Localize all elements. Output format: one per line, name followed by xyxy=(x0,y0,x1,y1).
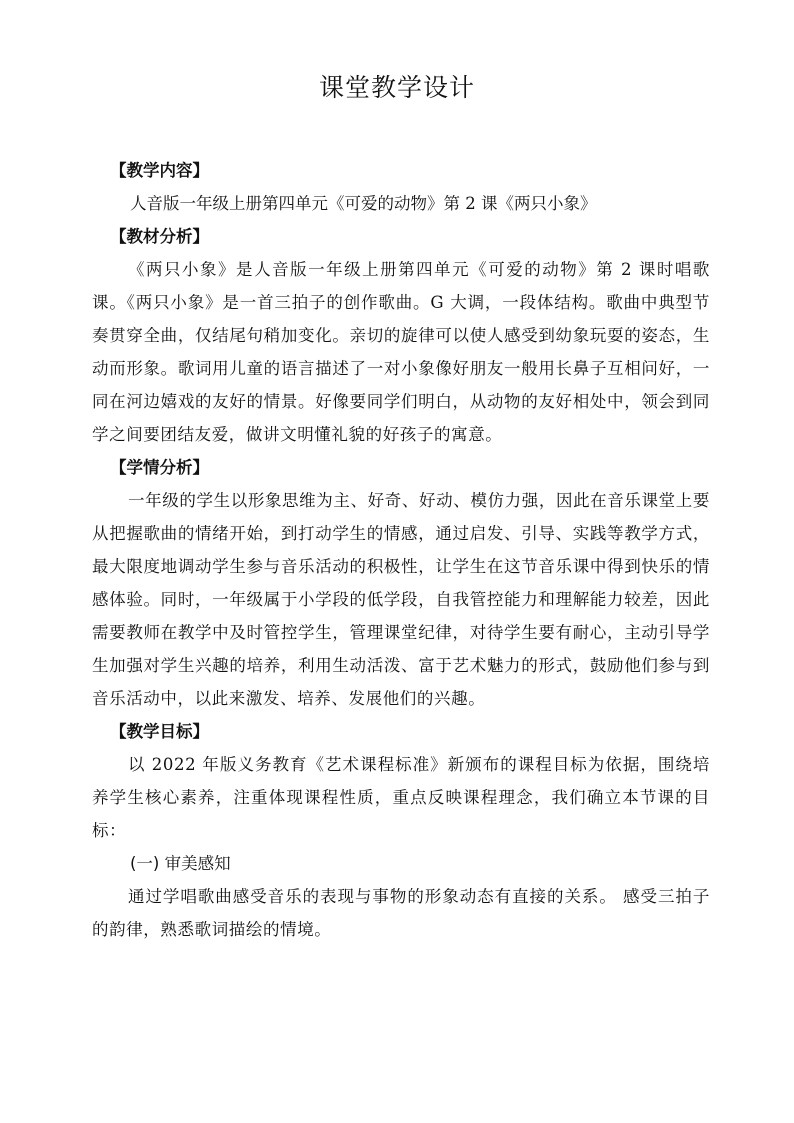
section-heading-goals: 【教学目标】 xyxy=(110,722,209,741)
document-body xyxy=(92,154,710,946)
section-text-goals: 以 2022 年版义务教育《艺术课程标准》新颁布的课程目标为依据，围绕培养学生核心素养，注重体现课程性质，重点反映课程理念，我们确立本节课的目标： xyxy=(92,755,710,840)
section-heading-material: 【教材分析】 xyxy=(110,227,209,246)
goal-subheading-aesthetic: (一) 审美感知 xyxy=(130,854,231,873)
section-text-content: 人音版一年级上册第四单元《可爱的动物》第 2 课《两只小象》 xyxy=(130,194,597,213)
section-heading-content: 【教学内容】 xyxy=(110,161,209,180)
section-text-students: 一年级的学生以形象思维为主、好奇、好动、模仿力强，因此在音乐课堂上要从把握歌曲的情绪开始，到打动学生的情感，通过启发、引导、实践等教学方式，最大限度地调动学生参与音乐活动的积极性，让学生在这节音乐课中得到快乐的情感体验。同时，一年级属于小学段的低学段，自我管控能力和理解能力较差，因此需要教师在教学中及时管控学生，管理课堂纪律，对待学生要有耐心，主动引导学生加强对学生兴趣的培养，利用生动活泼、富于艺术魅力的形式，鼓励他们参与到音乐活动中，以此来激发、培养、发展他们的兴趣。 xyxy=(92,491,710,708)
goal-text-aesthetic: 通过学唱歌曲感受音乐的表现与事物的形象动态有直接的关系。 感受三拍子的韵律，熟悉歌词描绘的情境。 xyxy=(92,887,710,939)
document-title: 课堂教学设计 xyxy=(318,73,475,102)
section-text-material: 《两只小象》是人音版一年级上册第四单元《可爱的动物》第 2 课时唱歌课。《两只小象》是一首三拍子的创作歌曲。G 大调，一段体结构。歌曲中典型节奏贯穿全曲，仅结尾句稍加变化。亲切的旋律可以使人感受到幼象玩耍的姿态，生动而形象。歌词用儿童的语言描述了一对小象像好朋友一般用长鼻子互相问好，一同在河边嬉戏的友好的情景。好像要同学们明白，从动物的友好相处中，领会到同学之间要团结友爱，做讲文明懂礼貌的好孩子的寓意。 xyxy=(92,260,710,444)
section-heading-students: 【学情分析】 xyxy=(110,458,209,477)
